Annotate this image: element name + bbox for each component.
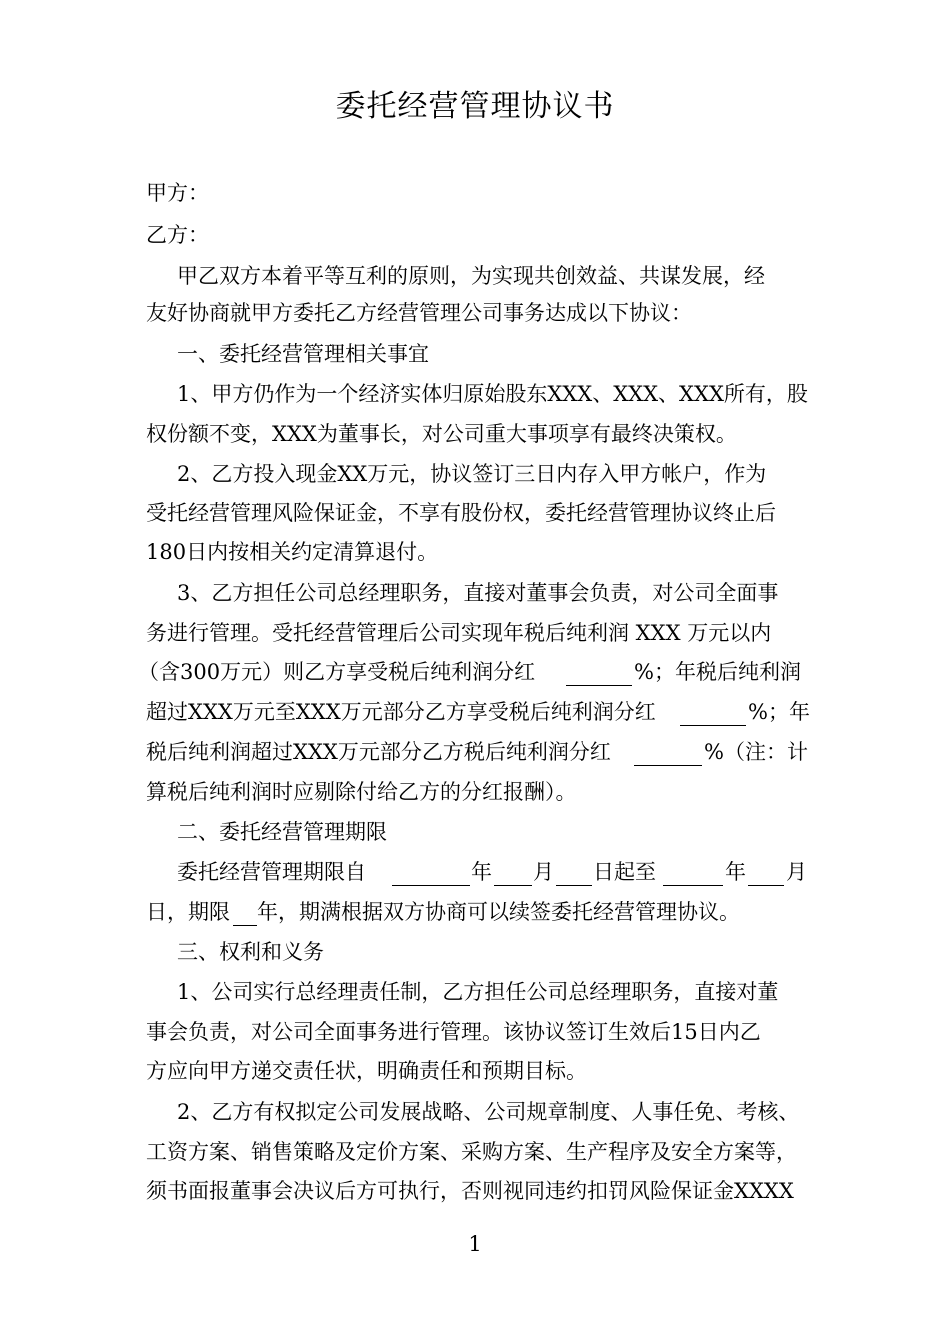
intro-text-2: 友好协商就甲方委托乙方经营管理公司事务达成以下协议： bbox=[146, 301, 692, 325]
s2-text-1a: 委托经营管理期限自 bbox=[177, 860, 366, 884]
s2-text-2a: 日，期限 bbox=[146, 900, 230, 924]
s1-item3-text-5b: %（注：计 bbox=[704, 740, 808, 764]
s1-item2-text-1: 2、乙方投入现金XX万元，协议签订三日内存入甲方帐户，作为 bbox=[177, 462, 767, 486]
start-month-blank[interactable] bbox=[494, 885, 532, 886]
start-year-blank[interactable] bbox=[392, 885, 470, 886]
page-number: 1 bbox=[468, 1232, 482, 1256]
dividend-blank-3[interactable] bbox=[634, 765, 702, 766]
s3-item2-text-1: 2、乙方有权拟定公司发展战略、公司规章制度、人事任免、考核、 bbox=[177, 1100, 800, 1124]
s3-item2-text-2: 工资方案、销售策略及定价方案、采购方案、生产程序及安全方案等， bbox=[146, 1140, 797, 1164]
s1-item3-text-4b: %；年 bbox=[748, 700, 810, 724]
s3-item1-text-3: 方应向甲方递交责任状，明确责任和预期目标。 bbox=[146, 1059, 587, 1083]
s2-text-2b: 年，期满根据双方协商可以续签委托经营管理协议。 bbox=[257, 900, 740, 924]
intro-text-1: 甲乙双方本着平等互利的原则，为实现共创效益、共谋发展，经 bbox=[177, 264, 765, 288]
start-day-blank[interactable] bbox=[556, 885, 592, 886]
section-3-heading-text: 三、权利和义务 bbox=[177, 940, 324, 964]
s2-month2-label: 月 bbox=[786, 860, 807, 884]
s2-year-label: 年 bbox=[471, 860, 492, 884]
s1-item2-text-3: 180日内按相关约定清算退付。 bbox=[146, 540, 439, 564]
s1-item3-text-2: 务进行管理。受托经营管理后公司实现年税后纯利润 XXX 万元以内 bbox=[146, 621, 772, 645]
party-a-label: 甲方： bbox=[146, 181, 209, 205]
s1-item3-text-3b: %；年税后纯利润 bbox=[634, 660, 801, 684]
end-month-blank[interactable] bbox=[748, 885, 784, 886]
s2-year2-label: 年 bbox=[725, 860, 746, 884]
party-b-label: 乙方： bbox=[146, 223, 209, 247]
s2-day-from-label: 日起至 bbox=[593, 860, 656, 884]
s1-item3-text-5a: 税后纯利润超过XXX万元部分乙方税后纯利润分红 bbox=[146, 740, 611, 764]
s1-item3-text-1: 3、乙方担任公司总经理职务，直接对董事会负责，对公司全面事 bbox=[177, 581, 779, 605]
s3-item1-text-1: 1、公司实行总经理责任制，乙方担任公司总经理职务，直接对董 bbox=[177, 980, 779, 1004]
s1-item1-text-1: 1、甲方仍作为一个经济实体归原始股东XXX、XXX、XXX所有，股 bbox=[177, 382, 808, 406]
s3-item2-text-3: 须书面报董事会决议后方可执行，否则视同违约扣罚风险保证金XXXX bbox=[146, 1179, 794, 1203]
s1-item3-text-3a: （含300万元）则乙方享受税后纯利润分红 bbox=[138, 660, 536, 684]
s1-item3-text-6: 算税后纯利润时应剔除付给乙方的分红报酬）。 bbox=[146, 780, 577, 804]
term-years-blank[interactable] bbox=[233, 925, 257, 926]
dividend-blank-2[interactable] bbox=[680, 725, 746, 726]
end-year-blank[interactable] bbox=[663, 885, 723, 886]
section-2-heading-text: 二、委托经营管理期限 bbox=[177, 820, 387, 844]
s3-item1-text-2: 事会负责，对公司全面事务进行管理。该协议签订生效后15日内乙 bbox=[146, 1020, 761, 1044]
s1-item1-text-2: 权份额不变，XXX为董事长，对公司重大事项享有最终决策权。 bbox=[146, 422, 737, 446]
s1-item2-text-2: 受托经营管理风险保证金，不享有股份权，委托经营管理协议终止后 bbox=[146, 501, 776, 525]
dividend-blank-1[interactable] bbox=[566, 685, 632, 686]
s2-month-label: 月 bbox=[533, 860, 554, 884]
document-title: 委托经营管理协议书 bbox=[335, 89, 615, 124]
section-1-heading-text: 一、委托经营管理相关事宜 bbox=[177, 342, 429, 366]
s1-item3-text-4a: 超过XXX万元至XXX万元部分乙方享受税后纯利润分红 bbox=[146, 700, 656, 724]
